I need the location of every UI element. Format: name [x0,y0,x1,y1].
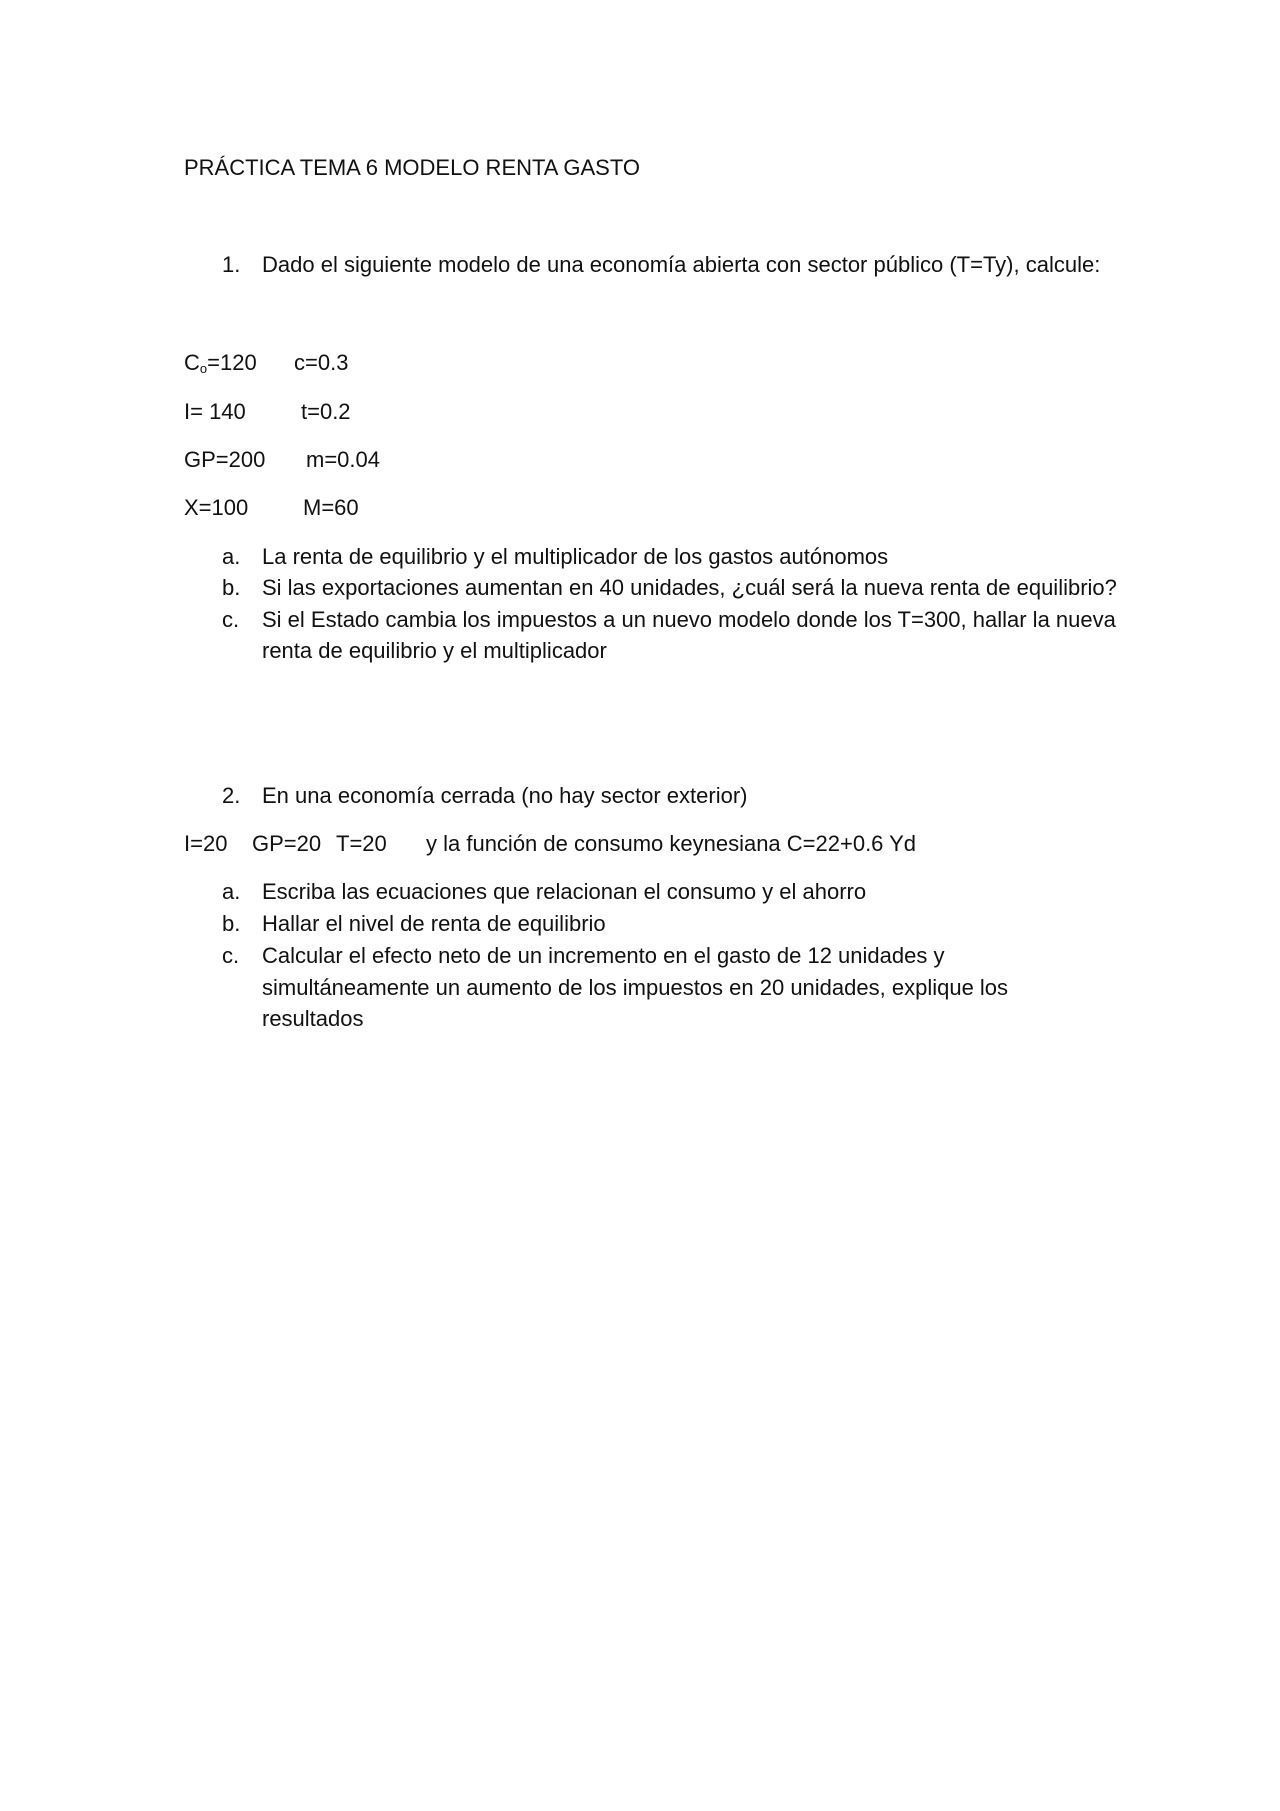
q2-item-c-label: c. [222,943,240,968]
q2-data-consumo: y la función de consumo keynesiana C=22+0.6 Yd [426,831,917,856]
q1-var-m-big: M=60 [303,495,359,520]
q1-text: Dado el siguiente modelo de una economía abierta con sector público (T=Ty), calcule: [262,252,1101,277]
q2-text: En una economía cerrada (no hay sector exterior) [262,783,748,808]
q2-item-c-text-1: Calcular el efecto neto de un incremento en el gasto de 12 unidades y [262,943,945,968]
q1-var-m-small: m=0.04 [306,447,380,472]
co-main: C [184,350,200,375]
q2-item-a-label: a. [222,879,241,904]
q1-var-t: t=0.2 [301,399,351,424]
q1-item-b-text: Si las exportaciones aumentan en 40 unidades, ¿cuál será la nueva renta de equilibrio? [262,575,1117,600]
co-subscript: o [199,361,208,376]
q2-item-b-label: b. [222,911,241,936]
document-title: PRÁCTICA TEMA 6 MODELO RENTA GASTO [184,155,640,180]
q1-item-c-text-1: Si el Estado cambia los impuestos a un nuevo modelo donde los T=300, hallar la nueva [262,607,1116,632]
q1-item-c-text-2: renta de equilibrio y el multiplicador [262,638,607,663]
q1-item-b-label: b. [222,575,241,600]
q1-item-a-label: a. [222,544,241,569]
q2-data-i: I=20 [184,831,228,856]
q2-number: 2. [222,783,241,808]
q1-var-i: I= 140 [184,399,246,424]
q2-item-a-text: Escriba las ecuaciones que relacionan el consumo y el ahorro [262,879,867,904]
q1-var-gp: GP=200 [184,447,266,472]
q1-item-c-label: c. [222,607,240,632]
q2-item-c-text-3: resultados [262,1006,364,1031]
q2-data-t: T=20 [336,831,387,856]
q2-item-b-text: Hallar el nivel de renta de equilibrio [262,911,606,936]
co-value: =120 [207,350,257,375]
q2-item-c-text-2: simultáneamente un aumento de los impuestos en 20 unidades, explique los [262,975,1009,1000]
q1-item-a-text: La renta de equilibrio y el multiplicador de los gastos autónomos [262,544,889,569]
q1-var-co [184,349,257,383]
q1-var-c: c=0.3 [294,350,349,375]
q1-var-x: X=100 [184,495,249,520]
q1-number: 1. [222,252,241,277]
q2-data-gp: GP=20 [252,831,322,856]
